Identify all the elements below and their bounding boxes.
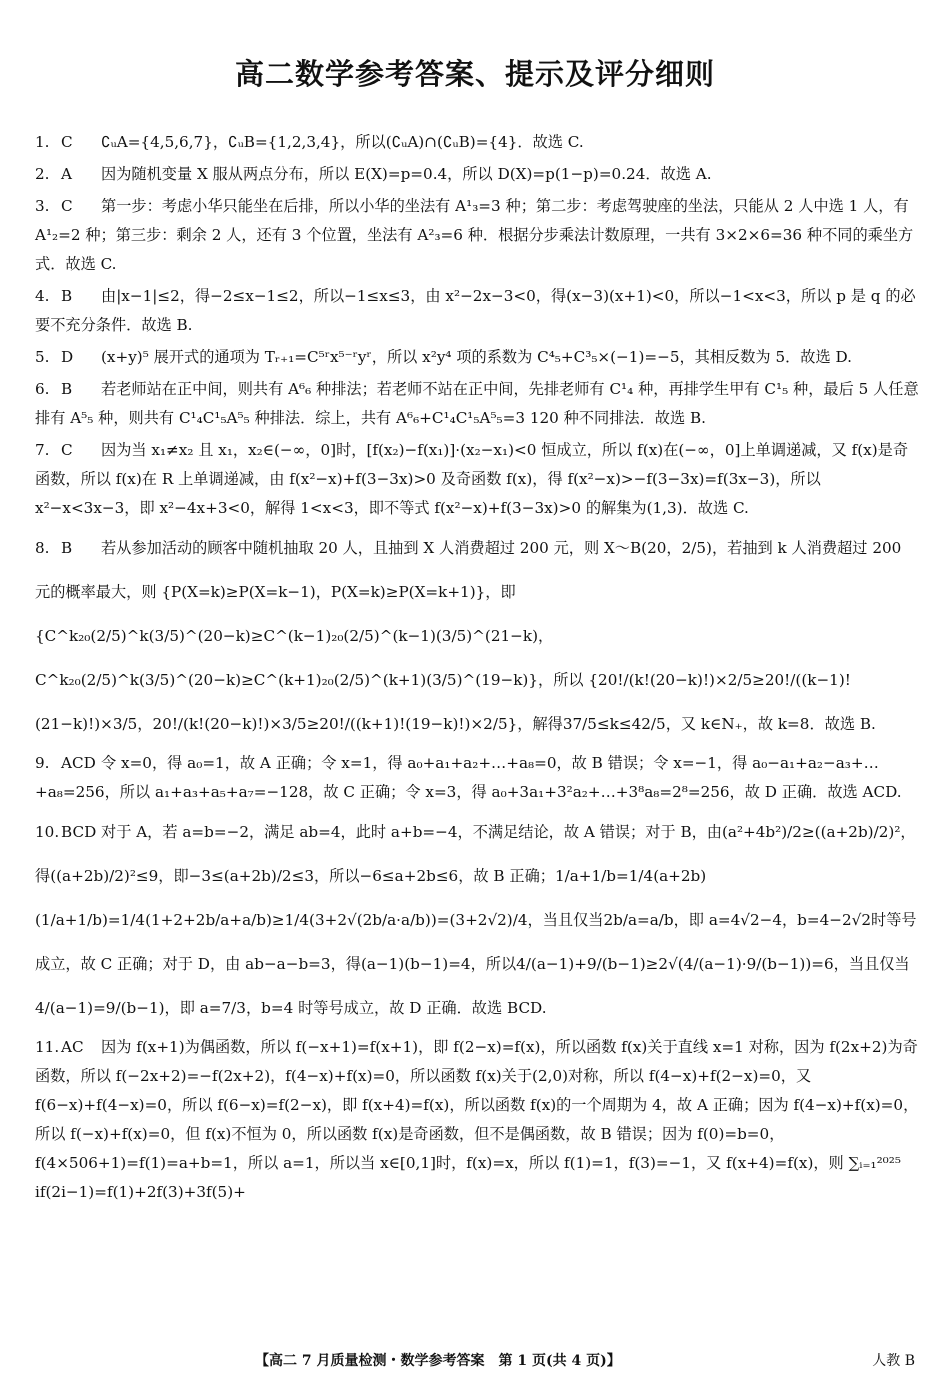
item-answer: ACD: [61, 754, 96, 772]
answer-item-4: [35, 282, 920, 340]
item-number: 7.: [35, 441, 50, 459]
item-answer: B: [61, 287, 73, 305]
answer-item-7: [35, 436, 920, 523]
item-explanation: 令 x=0，得 a₀=1，故 A 正确；令 x=1，得 a₀+a₁+a₂+…+a₈=0，故 B 错误；令 x=−1，得 a₀−a₁+a₂−a₃+…+a₈=256，所以 a₁+a₃+a₅+a₇=−128，故 C 正确；令 x=3，得 a₀+3a₁+3²a₂+…+3⁸a₈=2⁸=256，故 D 正确．故选 ACD.: [35, 754, 902, 801]
item-number: 11.: [35, 1038, 60, 1056]
item-answer: C: [61, 441, 73, 459]
answer-item-9: [35, 749, 920, 807]
footer-edition: 人教 B: [872, 1353, 915, 1369]
item-explanation: 由|x−1|≤2，得−2≤x−1≤2，所以−1≤x≤3，由 x²−2x−3<0，得(x−3)(x+1)<0，所以−1<x<3，所以 p 是 q 的必要不充分条件．故选 B.: [35, 287, 916, 334]
item-explanation: 第一步：考虑小华只能坐在后排，所以小华的坐法有 A¹₃=3 种；第二步：考虑驾驶座的坐法，只能从 2 人中选 1 人，有 A¹₂=2 种；第三步：剩余 2 人，还有 3 个位置，坐法有 A²₃=6 种．根据分步乘法计数原理，一共有 3×2×6=36 种不同的乘坐方式．故选 C.: [35, 197, 914, 273]
item-explanation: 因为随机变量 X 服从两点分布，所以 E(X)=p=0.4，所以 D(X)=p(1−p)=0.24．故选 A.: [101, 165, 712, 183]
item-number: 4.: [35, 287, 50, 305]
page-title: 高二数学参考答案、提示及评分细则: [234, 57, 715, 91]
item-explanation: 因为当 x₁≠x₂ 且 x₁，x₂∈(−∞，0]时，[f(x₂)−f(x₁)]·(x₂−x₁)<0 恒成立，所以 f(x)在(−∞，0]上单调递减，又 f(x)是奇函数，所以 f(x)在 R 上单调递减，由 f(x²−x)+f(3−3x)>0 及奇函数 f(x)，得 f(x²−x)>−f(3−3x)=f(3x−3)，所以 x²−x<3x−3，即 x²−4x+3<0，解得 1<x<3，即不等式 f(x²−x)+f(3−3x)>0 的解集为(1,3)．故选 C.: [35, 441, 909, 517]
answer-item-2: [35, 160, 920, 189]
item-number: 3.: [35, 197, 50, 215]
item-answer: B: [61, 539, 73, 557]
item-answer: B: [61, 380, 73, 398]
item-answer: D: [61, 348, 74, 366]
answer-item-6: [35, 375, 920, 433]
item-explanation: 若老师站在正中间，则共有 A⁶₆ 种排法；若老师不站在正中间，先排老师有 C¹₄ 种，再排学生甲有 C¹₅ 种，最后 5 人任意排有 A⁵₅ 种，则共有 C¹₄C¹₅A⁵₅ 种排法．综上，共有 A⁶₆+C¹₄C¹₅A⁵₅=3 120 种不同排法．故选 B.: [35, 380, 919, 427]
item-explanation: (x+y)⁵ 展开式的通项为 Tᵣ₊₁=C⁵ʳx⁵⁻ʳyʳ，所以 x²y⁴ 项的系数为 C⁴₅+C³₅×(−1)=−5，其相反数为 5．故选 D.: [101, 348, 852, 366]
item-answer: BCD: [61, 823, 97, 841]
item-explanation: 若从参加活动的顾客中随机抽取 20 人，且抽到 X 人消费超过 200 元，则 X～B(20，2/5)，若抽到 k 人消费超过 200 元的概率最大，则 {P(X=k)≥P(X=k−1)，P(X=k)≥P(X=k+1)}，即 {C^k₂₀(2/5)^k(3/5)^(20−k)≥C^(k−1)₂₀(2/5)^(k−1)(3/5)^(21−k)，C^k₂₀(2/5)^k(3/5)^(20−k)≥C^(k+1)₂₀(2/5)^(k+1)(3/5)^(19−k)}，所以 {20!/(k!(20−k)!)×2/5≥20!/((k−1)!(21−k)!)×3/5，20!/(k!(20−k)!)×3/5≥20!/((k+1)!(19−k)!)×2/5}，解得37/5≤k≤42/5，又 k∈N₊，故 k=8．故选 B.: [35, 539, 902, 733]
item-number: 8.: [35, 539, 50, 557]
answer-item-11: [35, 1033, 920, 1207]
footer-page-info: 【高二 7 月质量检测・数学参考答案 第 1 页(共 4 页)】: [255, 1353, 621, 1369]
item-answer: C: [61, 197, 73, 215]
answer-item-10: [35, 810, 920, 1030]
item-number: 2.: [35, 165, 50, 183]
item-number: 9.: [35, 754, 50, 772]
answer-item-1: [35, 128, 920, 157]
item-number: 5.: [35, 348, 50, 366]
item-number: 10.: [35, 823, 60, 841]
item-explanation: ∁ᵤA={4,5,6,7}，∁ᵤB={1,2,3,4}，所以(∁ᵤA)∩(∁ᵤB)={4}．故选 C.: [101, 133, 584, 151]
item-explanation: 因为 f(x+1)为偶函数，所以 f(−x+1)=f(x+1)，即 f(2−x)=f(x)，所以函数 f(x)关于直线 x=1 对称，因为 f(2x+2)为奇函数，所以 f(−2x+2)=−f(2x+2)，f(4−x)+f(x)=0，所以函数 f(x)关于(2,0)对称，所以 f(4−x)+f(2−x)=0，又 f(6−x)+f(4−x)=0，所以 f(6−x)=f(2−x)，即 f(x+4)=f(x)，所以函数 f(x)的一个周期为 4，故 A 正确；因为 f(4−x)+f(x)=0，所以 f(−x)+f(x)=0，但 f(x)不恒为 0，所以函数 f(x)是奇函数，但不是偶函数，故 B 错误；因为 f(0)=b=0，f(4×506+1)=f(1)=a+b=1，所以 a=1，所以当 x∈[0,1]时，f(x)=x，所以 f(1)=1，f(3)=−1，又 f(x+4)=f(x)，则 ∑ᵢ₌₁²⁰²⁵ if(2i−1)=f(1)+2f(3)+3f(5)+: [35, 1038, 919, 1201]
item-explanation: 对于 A，若 a=b=−2，满足 ab=4，此时 a+b=−4，不满足结论，故 A 错误；对于 B，由(a²+4b²)/2≥((a+2b)/2)²，得((a+2b)/2)²≤9，即−3≤(a+2b)/2≤3，所以−6≤a+2b≤6，故 B 正确；1/a+1/b=1/4(a+2b)(1/a+1/b)=1/4(1+2+2b/a+a/b)≥1/4(3+2√(2b/a·a/b))=(3+2√2)/4，当且仅当2b/a=a/b，即 a=4√2−4，b=4−2√2时等号成立，故 C 正确；对于 D，由 ab−a−b=3，得(a−1)(b−1)=4，所以4/(a−1)+9/(b−1)≥2√(4/(a−1)·9/(b−1))=6，当且仅当4/(a−1)=9/(b−1)，即 a=7/3，b=4 时等号成立，故 D 正确．故选 BCD.: [35, 823, 917, 1017]
item-answer: AC: [61, 1038, 84, 1056]
item-number: 1.: [35, 133, 50, 151]
answer-item-8: [35, 526, 920, 746]
answer-item-5: [35, 343, 920, 372]
item-answer: C: [61, 133, 73, 151]
item-answer: A: [61, 165, 72, 183]
answer-list: [35, 128, 920, 1210]
answer-item-3: [35, 192, 920, 279]
page-footer: [0, 1350, 950, 1376]
item-number: 6.: [35, 380, 50, 398]
